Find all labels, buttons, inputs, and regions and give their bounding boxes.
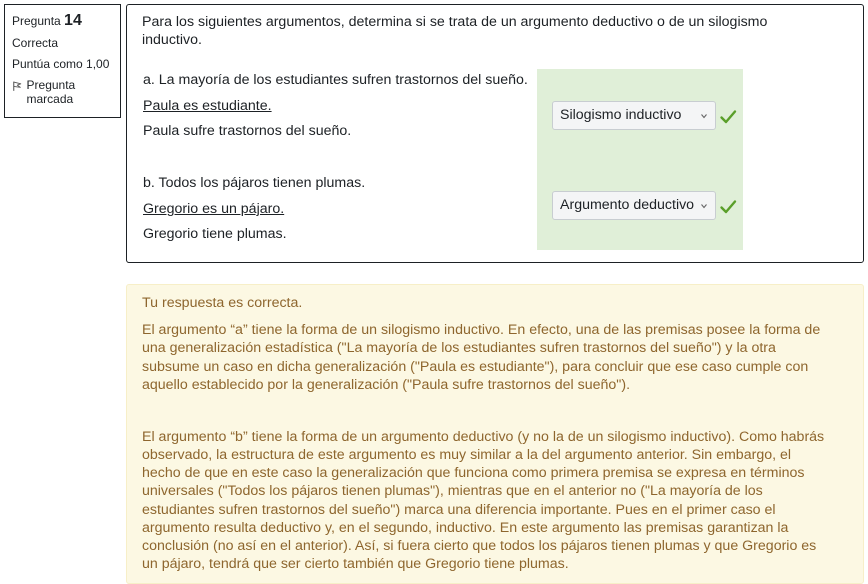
answer-area bbox=[537, 69, 743, 250]
flag-label: Pregunta marcada bbox=[26, 77, 76, 106]
question-number: Pregunta 14 bbox=[12, 12, 82, 29]
flag-icon bbox=[12, 80, 23, 92]
question-content bbox=[126, 4, 864, 263]
flag-question-toggle[interactable] bbox=[12, 79, 113, 107]
chevron-down-icon bbox=[700, 199, 708, 213]
argument-a-premise-1: a. La mayoría de los estudiantes sufren trastornos del sueño. bbox=[143, 72, 528, 88]
argument-b-conclusion: Gregorio tiene plumas. bbox=[143, 226, 287, 242]
argument-b-select[interactable] bbox=[552, 191, 716, 220]
argument-b-premise-1: b. Todos los pájaros tienen plumas. bbox=[143, 175, 366, 191]
question-info-panel bbox=[4, 4, 121, 118]
argument-a-premise-2: Paula es estudiante. bbox=[143, 98, 272, 114]
argument-b-selected-value: Argumento deductivo bbox=[560, 197, 695, 214]
question-grade: Puntúa como 1,00 bbox=[12, 56, 110, 71]
argument-a-select[interactable] bbox=[552, 101, 716, 130]
argument-a-conclusion: Paula sufre trastornos del sueño. bbox=[143, 123, 352, 139]
feedback-paragraph-b: El argumento “b” tiene la forma de un argumento deductivo (y no la de un silogismo inductivo). Como habrás observado, la estructura de este argumento es muy similar a la del argumento anterior. Sin embargo, el hecho de que en este caso la generalización que funciona como primera premisa se expresa en términos universales ("Todos los pájaros tienen plumas"), mientras que en el anterior no ("La mayoría de los estudiantes sufren trastornos del sueño") marca una diferencia importante. Pues en el primer caso el argumento resulta deductivo y, en el segundo, inductivo. En este argumento las premisas garantizan la conclusión (no así en el anterior). Así, si fuera cierto que todos los pájaros tienen plumas y que Gregorio es un pájaro, tendrá que ser cierto también que Gregorio tiene plumas. bbox=[142, 428, 825, 573]
feedback-paragraph-a: El argumento “a” tiene la forma de un silogismo inductivo. En efecto, una de las premisas posee la forma de una generalización estadística ("La mayoría de los estudiantes sufren trastornos del sueño") y la otra subsume un caso en dicha generalización ("Paula es estudiante"), para concluir que ese caso cumple con aquello establecido por la generalización ("Paula sufre trastornos del sueño"). bbox=[142, 322, 821, 393]
correct-check-icon bbox=[719, 108, 737, 126]
question-state: Correcta bbox=[12, 36, 59, 51]
correct-check-icon bbox=[719, 198, 737, 216]
argument-b-premise-2: Gregorio es un pájaro. bbox=[143, 201, 285, 217]
chevron-down-icon bbox=[700, 109, 708, 123]
argument-a-selected-value: Silogismo inductivo bbox=[560, 107, 682, 124]
question-prompt: Para los siguientes argumentos, determina si se trata de un argumento deductivo o de un silogismo inductivo. bbox=[142, 14, 768, 49]
feedback-panel bbox=[126, 284, 864, 584]
feedback-status: Tu respuesta es correcta. bbox=[142, 295, 303, 311]
